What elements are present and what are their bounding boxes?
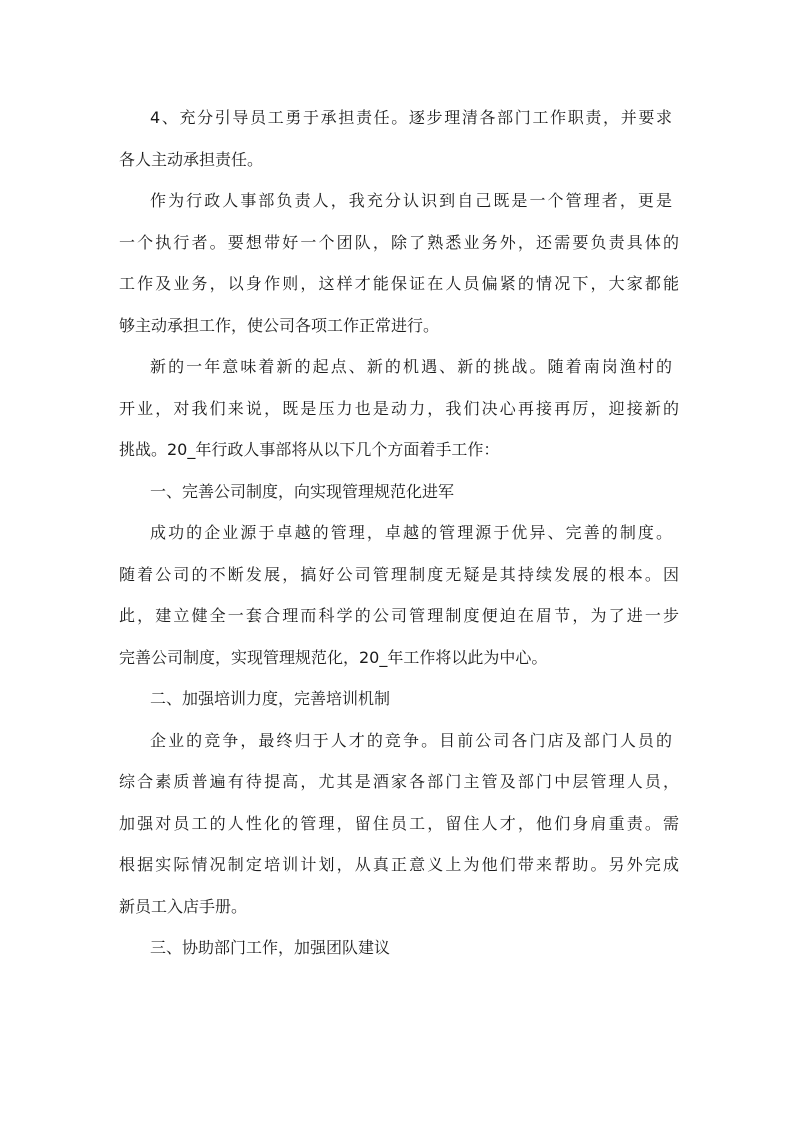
text-line: 企业的竞争，最终归于人才的竞争。目前公司各门店及部门人员的 (150, 731, 672, 750)
section-heading: 一、完善公司制度，向实现管理规范化进军 (150, 482, 455, 501)
text-line: 新员工入店手册。 (119, 897, 248, 916)
text-line: 工作及业务，以身作则，这样才能保证在人员偏紧的情况下，大家都能 (119, 274, 679, 293)
text-line: 随着公司的不断发展，搞好公司管理制度无疑是其持续发展的根本。因 (119, 565, 679, 584)
text-line: 完善公司制度，实现管理规范化，20_年工作将以此为中心。 (119, 648, 548, 667)
text-line: 各人主动承担责任。 (119, 150, 264, 169)
text-line: 加强对员工的人性化的管理，留住员工，留住人才，他们身肩重责。需 (119, 814, 679, 833)
text-line: 作为行政人事部负责人，我充分认识到自己既是一个管理者，更是 (150, 191, 672, 210)
text-line: 开业，对我们来说，既是压力也是动力，我们决心再接再厉，迎接新的 (119, 399, 679, 418)
text-line: 挑战。20_年行政人事部将从以下几个方面着手工作： (119, 440, 500, 459)
text-line: 一个执行者。要想带好一个团队，除了熟悉业务外，还需要负责具体的 (119, 233, 679, 252)
section-heading: 三、协助部门工作，加强团队建议 (150, 938, 391, 957)
section-heading: 二、加强培训力度，完善培训机制 (150, 689, 391, 708)
text-line: 此，建立健全一套合理而科学的公司管理制度便迫在眉节，为了进一步 (119, 606, 679, 625)
text-line: 根据实际情况制定培训计划，从真正意义上为他们带来帮助。另外完成 (119, 855, 679, 874)
text-line: 综合素质普遍有待提高，尤其是酒家各部门主管及部门中层管理人员， (119, 772, 679, 791)
text-line: 4、充分引导员工勇于承担责任。逐步理清各部门工作职责，并要求 (150, 108, 672, 127)
text-line: 新的一年意味着新的起点、新的机遇、新的挑战。随着南岗渔村的 (150, 357, 672, 376)
text-line: 成功的企业源于卓越的管理，卓越的管理源于优异、完善的制度。 (150, 523, 672, 542)
text-line: 够主动承担工作，使公司各项工作正常进行。 (119, 316, 440, 335)
